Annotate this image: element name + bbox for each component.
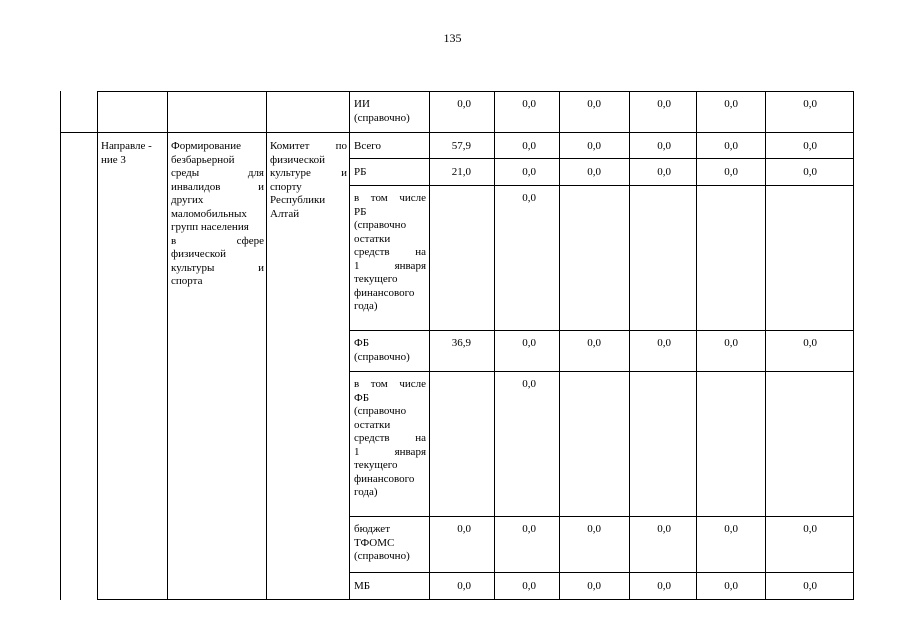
source-line: в том числе [354,378,426,390]
source-line: (справочно [354,219,407,231]
cell-total: 36,9 [451,337,471,349]
source-line: текущего [354,459,398,471]
source-line: средств на [354,432,426,444]
cell-value: 0,0 [457,98,471,110]
cell-total: 57,9 [451,140,471,152]
cell-value: 0,0 [522,140,536,152]
cell-value: 0,0 [803,523,817,535]
cell-value: 0,0 [522,192,536,204]
cell-value: 0,0 [657,166,671,178]
cell-source-total: Всего [354,140,381,152]
executor-line: спорту [270,180,302,193]
cell-value: 0,0 [803,337,817,349]
name-line: инвалидов и [171,180,264,193]
name-line: культуры и [171,261,264,274]
page-number: 135 [443,31,462,45]
cell-value: 0,0 [657,337,671,349]
source-line: ФБ [354,337,370,349]
cell-value: 0,0 [724,98,738,110]
cell-source-mb: МБ [354,580,371,592]
name-line: спорта [171,275,203,287]
cell-value: 0,0 [587,523,601,535]
cell-value: 0,0 [803,166,817,178]
executor-line: культуре и [270,167,347,179]
cell-value: 0,0 [522,98,536,110]
source-line: ТФОМС [354,536,395,549]
cell-value: 0,0 [724,166,738,178]
name-line: групп населения [171,221,249,233]
source-line: (справочно [354,405,407,417]
cell-value: 0,0 [724,523,738,535]
direction-label [101,140,164,167]
direction-label-line: ние 3 [101,153,126,166]
cell-source-rb: РБ [354,166,367,178]
source-line: 1 января [354,445,426,458]
cell-value: 0,0 [587,98,601,110]
cell-source-fb [354,337,410,364]
source-line: года) [354,486,378,498]
name-line: в сфере [171,234,264,247]
cell-source-rb-remainder [354,192,426,314]
cell-total: 21,0 [451,166,471,178]
direction-name [171,140,264,289]
cell-value: 0,0 [522,166,536,178]
cell-value: 0,0 [803,98,817,110]
source-line: финансового [354,472,415,485]
source-line: года) [354,300,378,312]
name-line: Формирование [171,140,241,152]
source-line: ФБ [354,391,370,404]
name-line: других [171,194,204,206]
cell-value: 0,0 [803,140,817,152]
name-line: физической [171,248,226,260]
source-line: в том числе [354,192,426,204]
cell-value: 0,0 [522,337,536,349]
source-line: (справочно) [354,550,410,562]
direction-label-line: Направле - [101,140,152,152]
cell-value: 0,0 [724,580,738,592]
source-line: (справочно) [354,350,410,363]
cell-value: 0,0 [587,337,601,349]
cell-source-tfoms [354,523,410,564]
executor-line: физической [270,153,325,166]
source-line: текущего [354,273,398,285]
source-line: остатки [354,232,391,245]
source-line: ИИ [354,98,370,110]
source-line: финансового [354,286,415,299]
name-line: безбарьерной [171,153,235,166]
cell-value: 0,0 [657,580,671,592]
name-line: маломобильных [171,207,247,220]
cell-value: 0,0 [587,140,601,152]
name-line: среды для [171,167,264,179]
source-line: средств на [354,246,426,258]
executor-line: Комитет по [270,140,347,152]
cell-source-fb-remainder [354,378,426,500]
source-line: (справочно) [354,111,410,124]
cell-value: 0,0 [522,378,536,390]
cell-value: 0,0 [522,580,536,592]
cell-total: 0,0 [457,580,471,592]
cell-value: 0,0 [803,580,817,592]
executor-line: Алтай [270,207,300,220]
source-line: 1 января [354,259,426,272]
cell-value: 0,0 [724,140,738,152]
source-line: РБ [354,205,367,218]
cell-value: 0,0 [587,166,601,178]
cell-value: 0,0 [657,523,671,535]
cell-value: 0,0 [657,98,671,110]
cell-value: 0,0 [724,337,738,349]
cell-value: 0,0 [587,580,601,592]
cell-source-ii [354,98,410,125]
cell-value: 0,0 [522,523,536,535]
source-line: бюджет [354,523,390,535]
executor [270,140,347,221]
cell-total: 0,0 [457,523,471,535]
cell-value: 0,0 [657,140,671,152]
source-line: остатки [354,418,391,431]
executor-line: Республики [270,194,326,206]
